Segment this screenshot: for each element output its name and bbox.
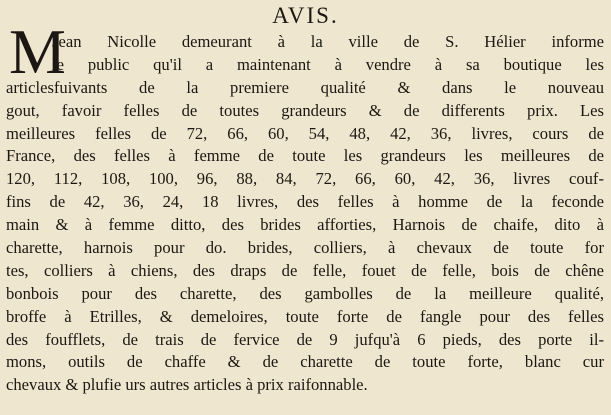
drop-cap-letter: M bbox=[9, 24, 66, 80]
notice-line-16: chevaux & plufie urs autres articles à prix raifonnable. bbox=[6, 375, 368, 395]
notice-line-1: Jean Nicolle demeurant à la ville de S. Hélier informe bbox=[52, 32, 604, 51]
notice-line-12: bonbois pour des charette, des gambolles de la meilleure qualité, bbox=[6, 283, 604, 303]
notice-line-14: des foufflets, de trais de fervice de 9 jufqu'à 6 pieds, des porte il- bbox=[6, 329, 604, 349]
notice-line-3: articlesfuivants de la premiere qualité & dans le nouveau bbox=[6, 77, 604, 97]
notice-line-11: tes, colliers à chiens, des draps de felle, fouet de felle, bois de chêne bbox=[6, 260, 604, 280]
notice-body bbox=[6, 31, 604, 397]
notice-line-5: meilleures felles de 72, 66, 60, 54, 48, 42, 36, livres, cours de bbox=[6, 123, 604, 143]
notice-line-8: fins de 42, 36, 24, 18 livres, des felles à homme de la feconde bbox=[6, 192, 604, 212]
notice-line-13: broffe à Etrilles, & demeloires, toute forte de fangle pour des felles bbox=[6, 306, 604, 326]
notice-line-9: main & à femme ditto, des brides afforties, Harnois de chaife, dito à bbox=[6, 215, 604, 235]
notice-line-2: le public qu'il a maintenant à vendre à sa boutique les bbox=[52, 54, 604, 74]
notice-line-6: France, des felles à femme de toute les grandeurs les meilleures de bbox=[6, 146, 604, 166]
notice-line-10: charette, harnois pour do. brides, colliers, à chevaux de toute for bbox=[6, 238, 604, 258]
notice-line-4: gout, favoir felles de toutes grandeurs & de differents prix. Les bbox=[6, 100, 604, 120]
notice-line-15: mons, outils de chaffe & de charette de toute forte, blanc cur bbox=[6, 352, 604, 372]
notice-title: AVIS. bbox=[272, 3, 339, 28]
notice-line-7: 120, 112, 108, 100, 96, 88, 84, 72, 66, 60, 42, 36, livres couf- bbox=[6, 169, 604, 189]
